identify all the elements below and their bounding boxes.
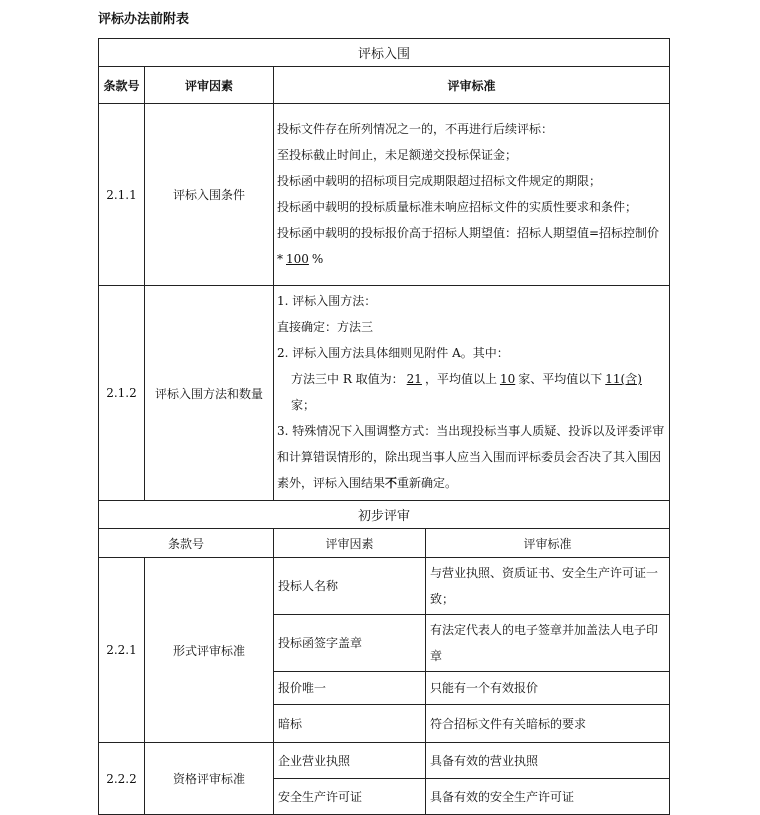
review-standard: 符合招标文件有关暗标的要求 bbox=[426, 705, 670, 743]
review-item: 安全生产许可证 bbox=[274, 779, 426, 815]
header-standard: 评审标准 bbox=[274, 67, 670, 104]
review-factor: 评标入围方法和数量 bbox=[145, 286, 274, 501]
review-item: 暗标 bbox=[274, 705, 426, 743]
review-standard: 与营业执照、资质证书、安全生产许可证一致； bbox=[426, 558, 670, 615]
standard-text: 重新确定。 bbox=[397, 476, 458, 490]
standard-line: 直接确定：方法三 bbox=[277, 320, 374, 334]
standard-text: 3. 特殊情况下入围调整方式：当出现投标当事人质疑、投诉以及评委评审和计算错误情形的，除出现当事人应当入围而评标委员会否决了其入围因素外，评标入围结果 bbox=[277, 424, 665, 490]
standard-text: 家、平均值以下 bbox=[518, 372, 603, 386]
standard-line: 1. 评标入围方法： bbox=[277, 294, 377, 308]
review-item: 企业营业执照 bbox=[274, 743, 426, 779]
emphasis-text: 不 bbox=[385, 476, 398, 490]
section-title-row bbox=[99, 501, 670, 529]
clause-number: 2.1.2 bbox=[99, 286, 145, 501]
percent-value: 100 bbox=[286, 251, 309, 266]
review-standard: 只能有一个有效报价 bbox=[426, 672, 670, 705]
percent-sign: % bbox=[311, 251, 324, 266]
r-value: 21 bbox=[406, 372, 422, 386]
section-title-shortlist: 评标入围 bbox=[99, 39, 670, 67]
section-title-preliminary: 初步评审 bbox=[99, 501, 670, 529]
standard-text: 家； bbox=[291, 398, 316, 412]
table-row bbox=[99, 743, 670, 779]
review-standard bbox=[274, 286, 670, 501]
below-count: 11(含) bbox=[605, 372, 642, 386]
header-row bbox=[99, 529, 670, 558]
standard-line: 2. 评标入围方法具体细则见附件 A。其中： bbox=[277, 346, 509, 360]
standard-text: ，平均值以上 bbox=[424, 372, 497, 386]
header-clause: 条款号 bbox=[99, 529, 274, 558]
document-title: 评标办法前附表 bbox=[98, 12, 190, 27]
review-standard: 具备有效的安全生产许可证 bbox=[426, 779, 670, 815]
standard-line bbox=[277, 220, 666, 272]
section-title-row bbox=[99, 39, 670, 67]
standard-line: 至投标截止时间止，未足额递交投标保证金； bbox=[277, 147, 518, 162]
header-factor: 评审因素 bbox=[145, 67, 274, 104]
standard-line: 投标文件存在所列情况之一的，不再进行后续评标： bbox=[277, 121, 554, 136]
review-factor: 评标入围条件 bbox=[145, 104, 274, 286]
header-row bbox=[99, 67, 670, 104]
header-factor: 评审因素 bbox=[274, 529, 426, 558]
standard-line: 投标函中载明的招标项目完成期限超过招标文件规定的期限； bbox=[277, 173, 602, 188]
standard-line bbox=[277, 418, 666, 496]
clause-number: 2.1.1 bbox=[99, 104, 145, 286]
above-count: 10 bbox=[499, 372, 516, 386]
standard-line bbox=[277, 366, 666, 418]
standard-text: 方法三中 R 取值为： bbox=[291, 372, 404, 386]
header-clause: 条款号 bbox=[99, 67, 145, 104]
table-row bbox=[99, 558, 670, 615]
table-row bbox=[99, 104, 670, 286]
review-standard bbox=[274, 104, 670, 286]
header-standard: 评审标准 bbox=[426, 529, 670, 558]
review-factor: 资格评审标准 bbox=[145, 743, 274, 815]
table-row bbox=[99, 286, 670, 501]
review-factor: 形式评审标准 bbox=[145, 558, 274, 743]
review-item: 报价唯一 bbox=[274, 672, 426, 705]
clause-number: 2.2.2 bbox=[99, 743, 145, 815]
standard-text: 投标函中载明的投标报价高于招标人期望值：招标人期望值=招标控制价* bbox=[277, 225, 660, 266]
clause-number: 2.2.1 bbox=[99, 558, 145, 743]
review-item: 投标函签字盖章 bbox=[274, 615, 426, 672]
review-standard: 具备有效的营业执照 bbox=[426, 743, 670, 779]
evaluation-table bbox=[98, 38, 670, 815]
review-standard: 有法定代表人的电子签章并加盖法人电子印章 bbox=[426, 615, 670, 672]
review-item: 投标人名称 bbox=[274, 558, 426, 615]
standard-line: 投标函中载明的投标质量标准未响应招标文件的实质性要求和条件； bbox=[277, 199, 638, 214]
